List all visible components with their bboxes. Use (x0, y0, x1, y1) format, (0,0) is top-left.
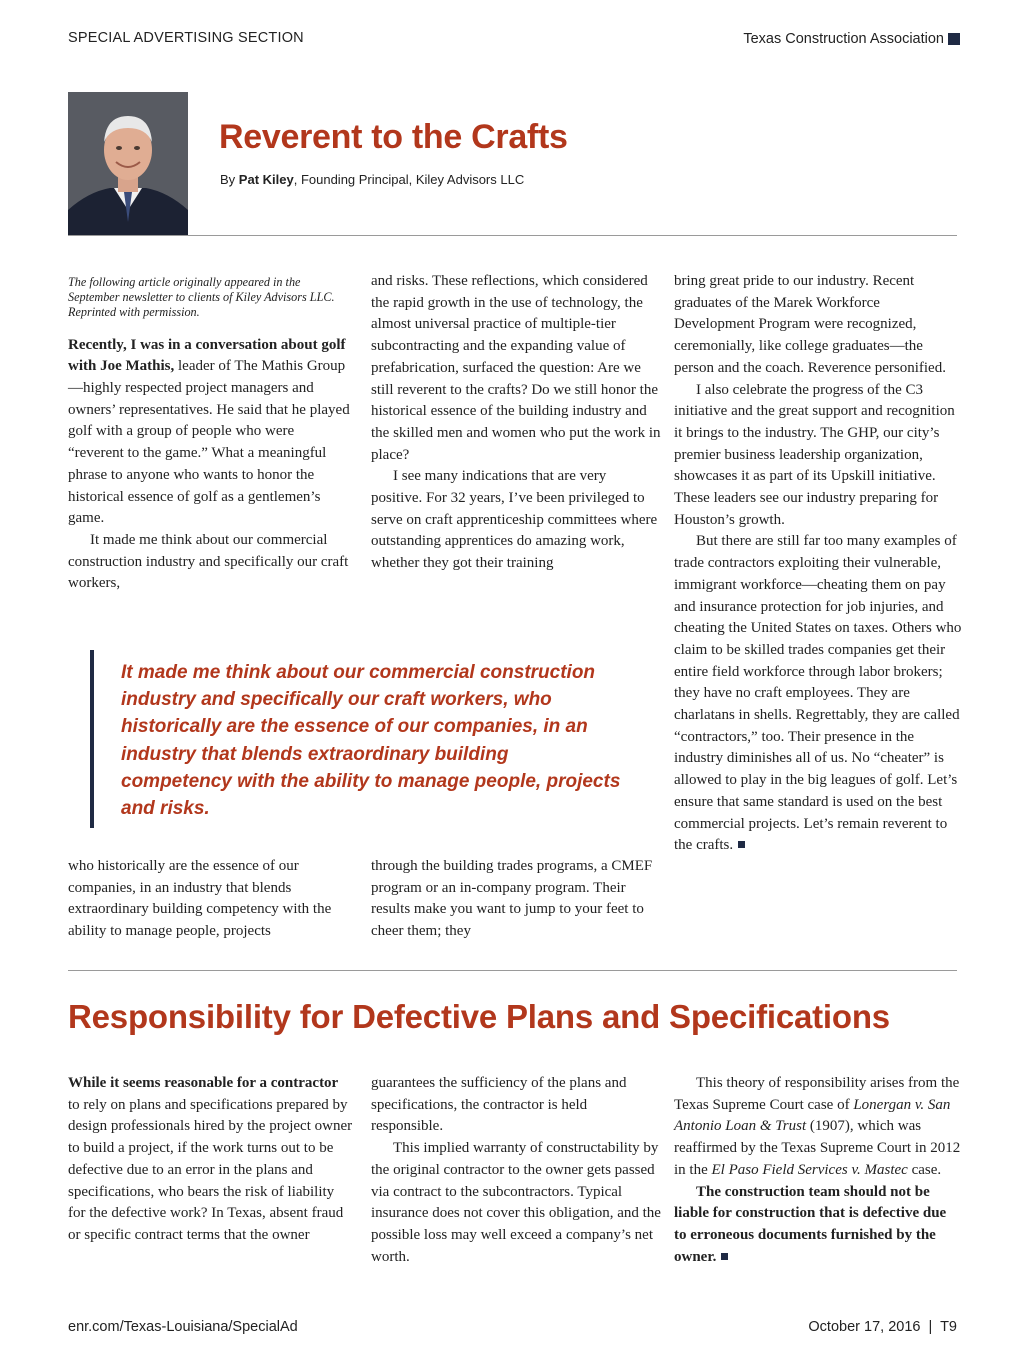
end-mark-icon (738, 841, 745, 848)
article-title: Reverent to the Crafts (219, 118, 568, 156)
author-name: Pat Kiley (238, 172, 294, 187)
case-name-2: El Paso Field Services v. Mastec (711, 1161, 908, 1178)
intro-note: The following article originally appeared in the September newsletter to clients of Kiley Advisors LLC. Reprinted with permission. (68, 275, 335, 320)
article1-col3-para3 (674, 531, 964, 857)
article2-col2 (371, 1073, 661, 1268)
text-a: This theory of responsibility arises from the Texas Supreme Court case of (674, 1075, 960, 1113)
byline (220, 172, 524, 187)
section-label: SPECIAL ADVERTISING SECTION (68, 30, 304, 46)
footer-url: enr.com/Texas-Louisiana/SpecialAd (68, 1319, 298, 1335)
article1-col2-para1: and risks. These reflections, which considered the rapid growth in the use of technology, the almost universal practice of multiple-tier subcontracting and the expanding value of prefabrication, surfaced the question: Are we still reverent to the crafts? Do we still honor the historical essence of the building industry and the skilled men and women who put the work in place? (371, 273, 661, 463)
article2-col3-para1 (674, 1073, 962, 1182)
article1-para1 (68, 335, 353, 530)
article1-col3-para1: bring great pride to our industry. Recent graduates of the Marek Workforce Development Program were recognized, ceremonially, like college graduates—the person and the coach. Reverence personified. (674, 273, 946, 376)
lead-in-bold: Recently, I was in a conversation about golf with Joe Mathis, (68, 336, 346, 375)
para1-text: leader of The Mathis Group—highly respected project managers and owners’ representatives. He said that he played golf with a group of people who were “reverent to the game.” What a meaningful phrase to anyone who wants to honor the historical essence of golf as a gentlemen’s game. (68, 358, 350, 527)
article2-para1-text: to rely on plans and specifications prepared by design professionals hired by the project owner to build a project, if the work turns out to be defective due to an error in the plans and specifications, who bears the risk of liability for the defective work? In Texas, absent fraud or specific contract terms that the owner (68, 1096, 353, 1243)
article2-title: Responsibility for Defective Plans and Specifications (68, 998, 890, 1035)
text-c: case. (907, 1161, 942, 1178)
association-label (743, 31, 960, 47)
divider-top (68, 235, 957, 236)
text-b: (1907), which was reaffirmed by the Texas Supreme Court in 2012 in the (674, 1118, 961, 1178)
article1-col2-para2-end: through the building trades programs, a CMEF program or an in-company program. Their results make you want to jump to your feet to cheer them; they (371, 858, 653, 940)
closing-bold: The construction team should not be liable for construction that is defective due to erroneous documents furnished by the owner. (674, 1183, 947, 1265)
para3-text: But there are still far too many examples of trade contractors exploiting their vulnerable, immigrant workforce—cheating them on pay and insurance protection for job injuries, and cheating the United States on taxes. Others who claim to be skilled trades companies get their entire field workforce through labor brokers; they have no craft employees. They are charlatans in shells. Regrettably, they are called “contractors,” too. Their presence in the industry diminishes all of us. No “cheater” is allowed to play in the big leagues of golf. Let’s ensure that same standard is used on the best commercial projects. Let’s remain reverent to the crafts. (674, 533, 962, 854)
article2-col1 (68, 1073, 353, 1247)
article1-para2-end: who historically are the essence of our companies, in an industry that blends extraordinary building competency with the ability to manage people, projects (68, 858, 332, 940)
pull-quote: It made me think about our commercial construction industry and specifically our craft workers, who historically are the essence of our companies, in an industry that blends extraordinary building competency with the ability to manage people, projects and risks. (121, 662, 621, 820)
article1-col2-top (371, 271, 661, 575)
article2-col3 (674, 1073, 962, 1268)
footer-date-page: October 17, 2016 | T9 (808, 1319, 957, 1335)
article2-col2-para1: guarantees the sufficiency of the plans and specifications, the contractor is held responsible. (371, 1075, 627, 1135)
article1-para2-start: It made me think about our commercial construction industry and specifically our craft workers, (68, 531, 349, 592)
author-role: , Founding Principal, Kiley Advisors LLC (293, 172, 525, 187)
article2-col3-para2 (674, 1182, 962, 1269)
article1-col3 (674, 271, 964, 857)
article2-col2-para2: This implied warranty of constructability by the original contractor to the owner gets passed via contract to the subcontractors. Typical insurance does not cover this obligation, and the possible loss may well exceed a company’s net worth. (371, 1140, 661, 1265)
article1-col1-top (68, 275, 353, 595)
article1-col3-para2: I also celebrate the progress of the C3 initiative and the great support and recognition it brings to the industry. The GHP, our city’s premier business leadership organization, showcases it as part of its Upskill initiative. These leaders see our industry preparing for Houston’s growth. (674, 381, 955, 528)
association-name: Texas Construction Association (743, 31, 944, 47)
case-name-1: Lonergan v. San Antonio Loan & Trust (674, 1096, 951, 1135)
article2-para1 (68, 1073, 353, 1247)
author-photo (68, 92, 188, 235)
article1-col2-bottom (371, 856, 661, 943)
pull-quote-bar (90, 650, 94, 828)
square-icon (948, 33, 960, 45)
byline-prefix: By (220, 172, 239, 187)
article1-col1-bottom (68, 856, 353, 943)
end-mark-icon (721, 1253, 728, 1260)
divider-middle (68, 970, 957, 971)
article1-col2-para2-start: I see many indications that are very positive. For 32 years, I’ve been privileged to serve on craft apprenticeship committees where outstanding apprentices do amazing work, whether they got their training (371, 468, 658, 572)
article2-lead-bold: While it seems reasonable for a contractor (68, 1075, 339, 1091)
